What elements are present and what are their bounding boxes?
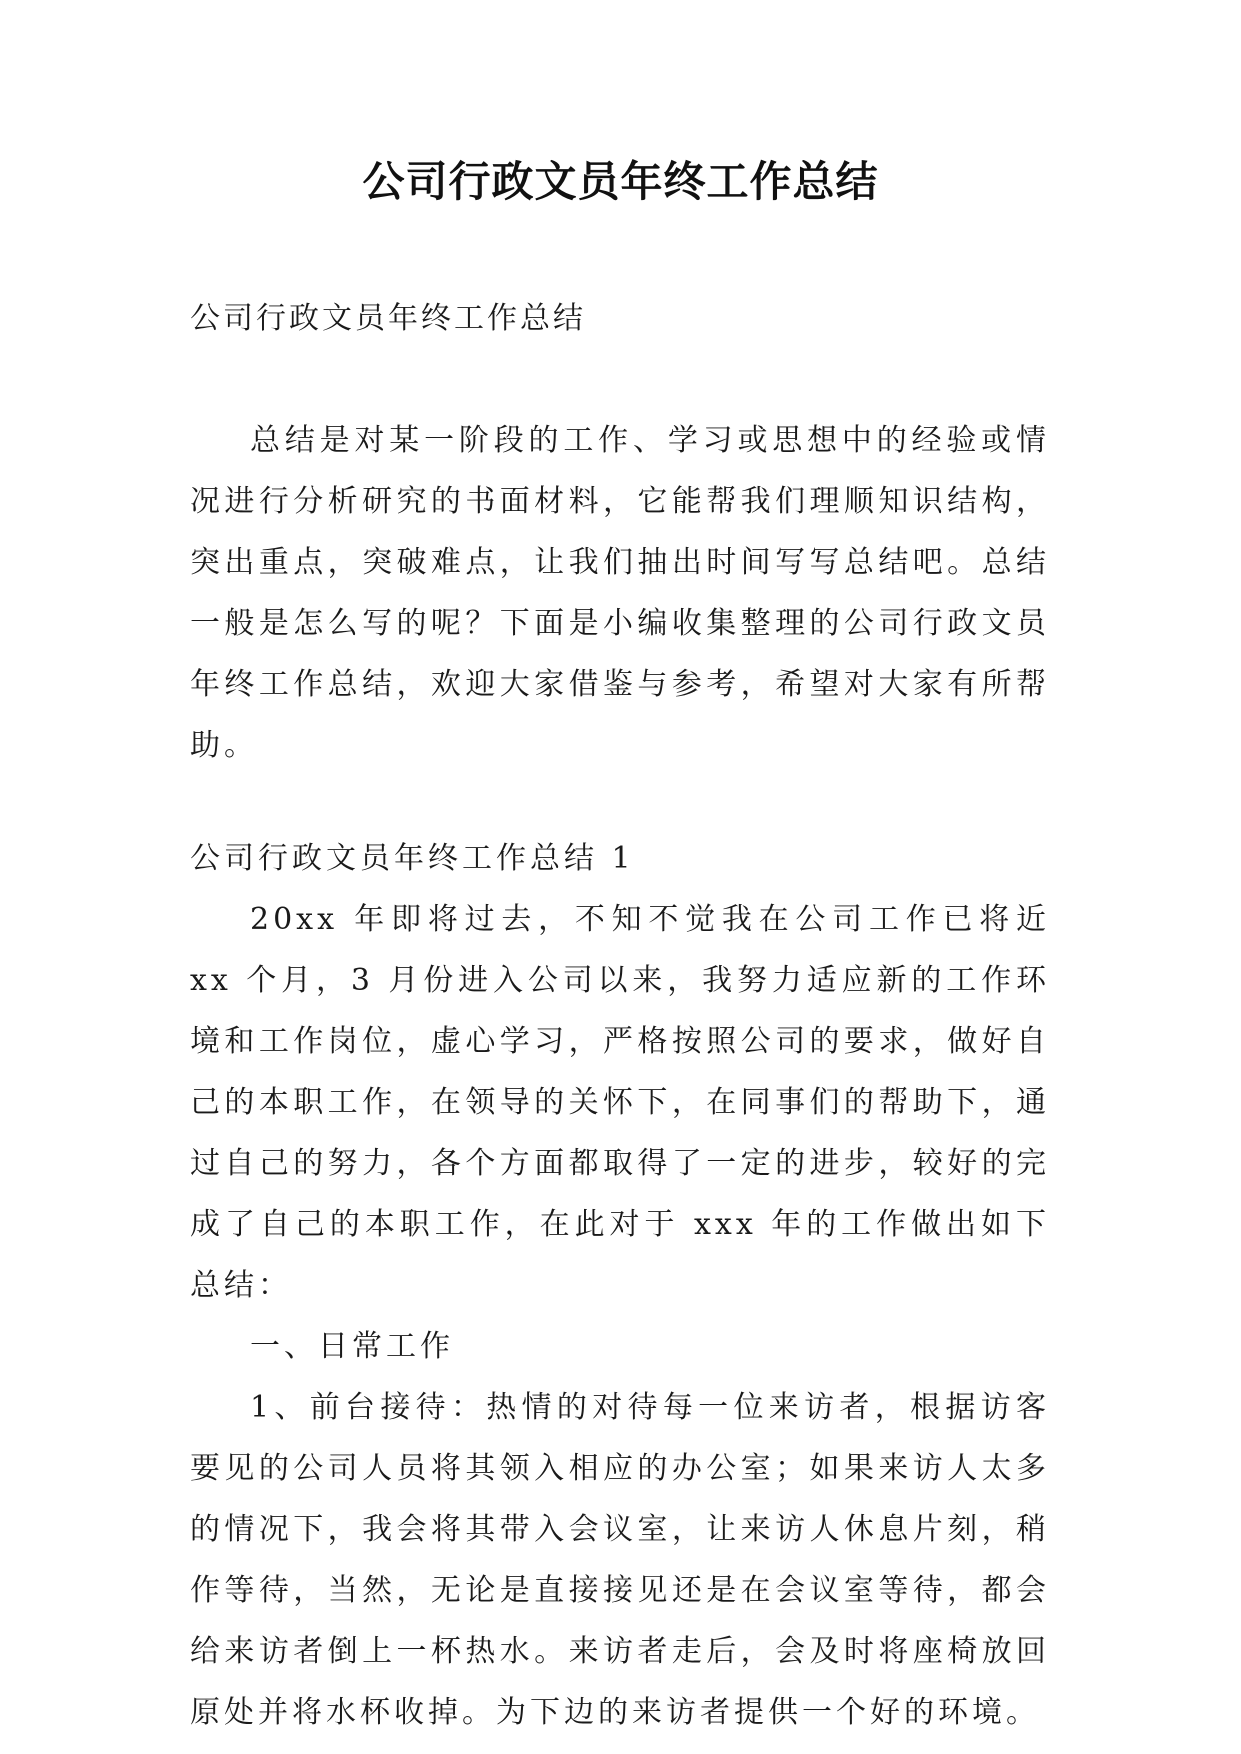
- document-title: 公司行政文员年终工作总结: [362, 157, 879, 206]
- document-subtitle: 公司行政文员年终工作总结: [190, 301, 586, 336]
- section-heading: 公司行政文员年终工作总结 1: [190, 841, 635, 876]
- document-body: [190, 288, 1050, 1743]
- intro-paragraph: 总结是对某一阶段的工作、学习或思想中的经验或情况进行分析研究的书面材料，它能帮我们理顺知识结构，突出重点，突破难点，让我们抽出时间写写总结吧。总结一般是怎么写的呢？下面是小编收集整理的公司行政文员年终工作总结，欢迎大家借鉴与参考，希望对大家有所帮助。: [190, 423, 1050, 763]
- body-paragraph: 20xx 年即将过去，不知不觉我在公司工作已将近 xx 个月，3 月份进入公司以来，我努力适应新的工作环境和工作岗位，虚心学习，严格按照公司的要求，做好自己的本职工作，在领导的关怀下，在同事们的帮助下，通过自己的努力，各个方面都取得了一定的进步，较好的完成了自己的本职工作，在此对于 xxx 年的工作做出如下总结：: [190, 902, 1050, 1303]
- list-heading: 一、日常工作: [250, 1329, 454, 1364]
- list-item: 1、前台接待：热情的对待每一位来访者，根据访客要见的公司人员将其领入相应的办公室；如果来访人太多的情况下，我会将其带入会议室，让来访人休息片刻，稍作等待，当然，无论是直接接见还是在会议室等待，都会给来访者倒上一杯热水。来访者走后，会及时将座椅放回原处并将水杯收掉。为下边的来访者提供一个好的环境。: [190, 1390, 1050, 1730]
